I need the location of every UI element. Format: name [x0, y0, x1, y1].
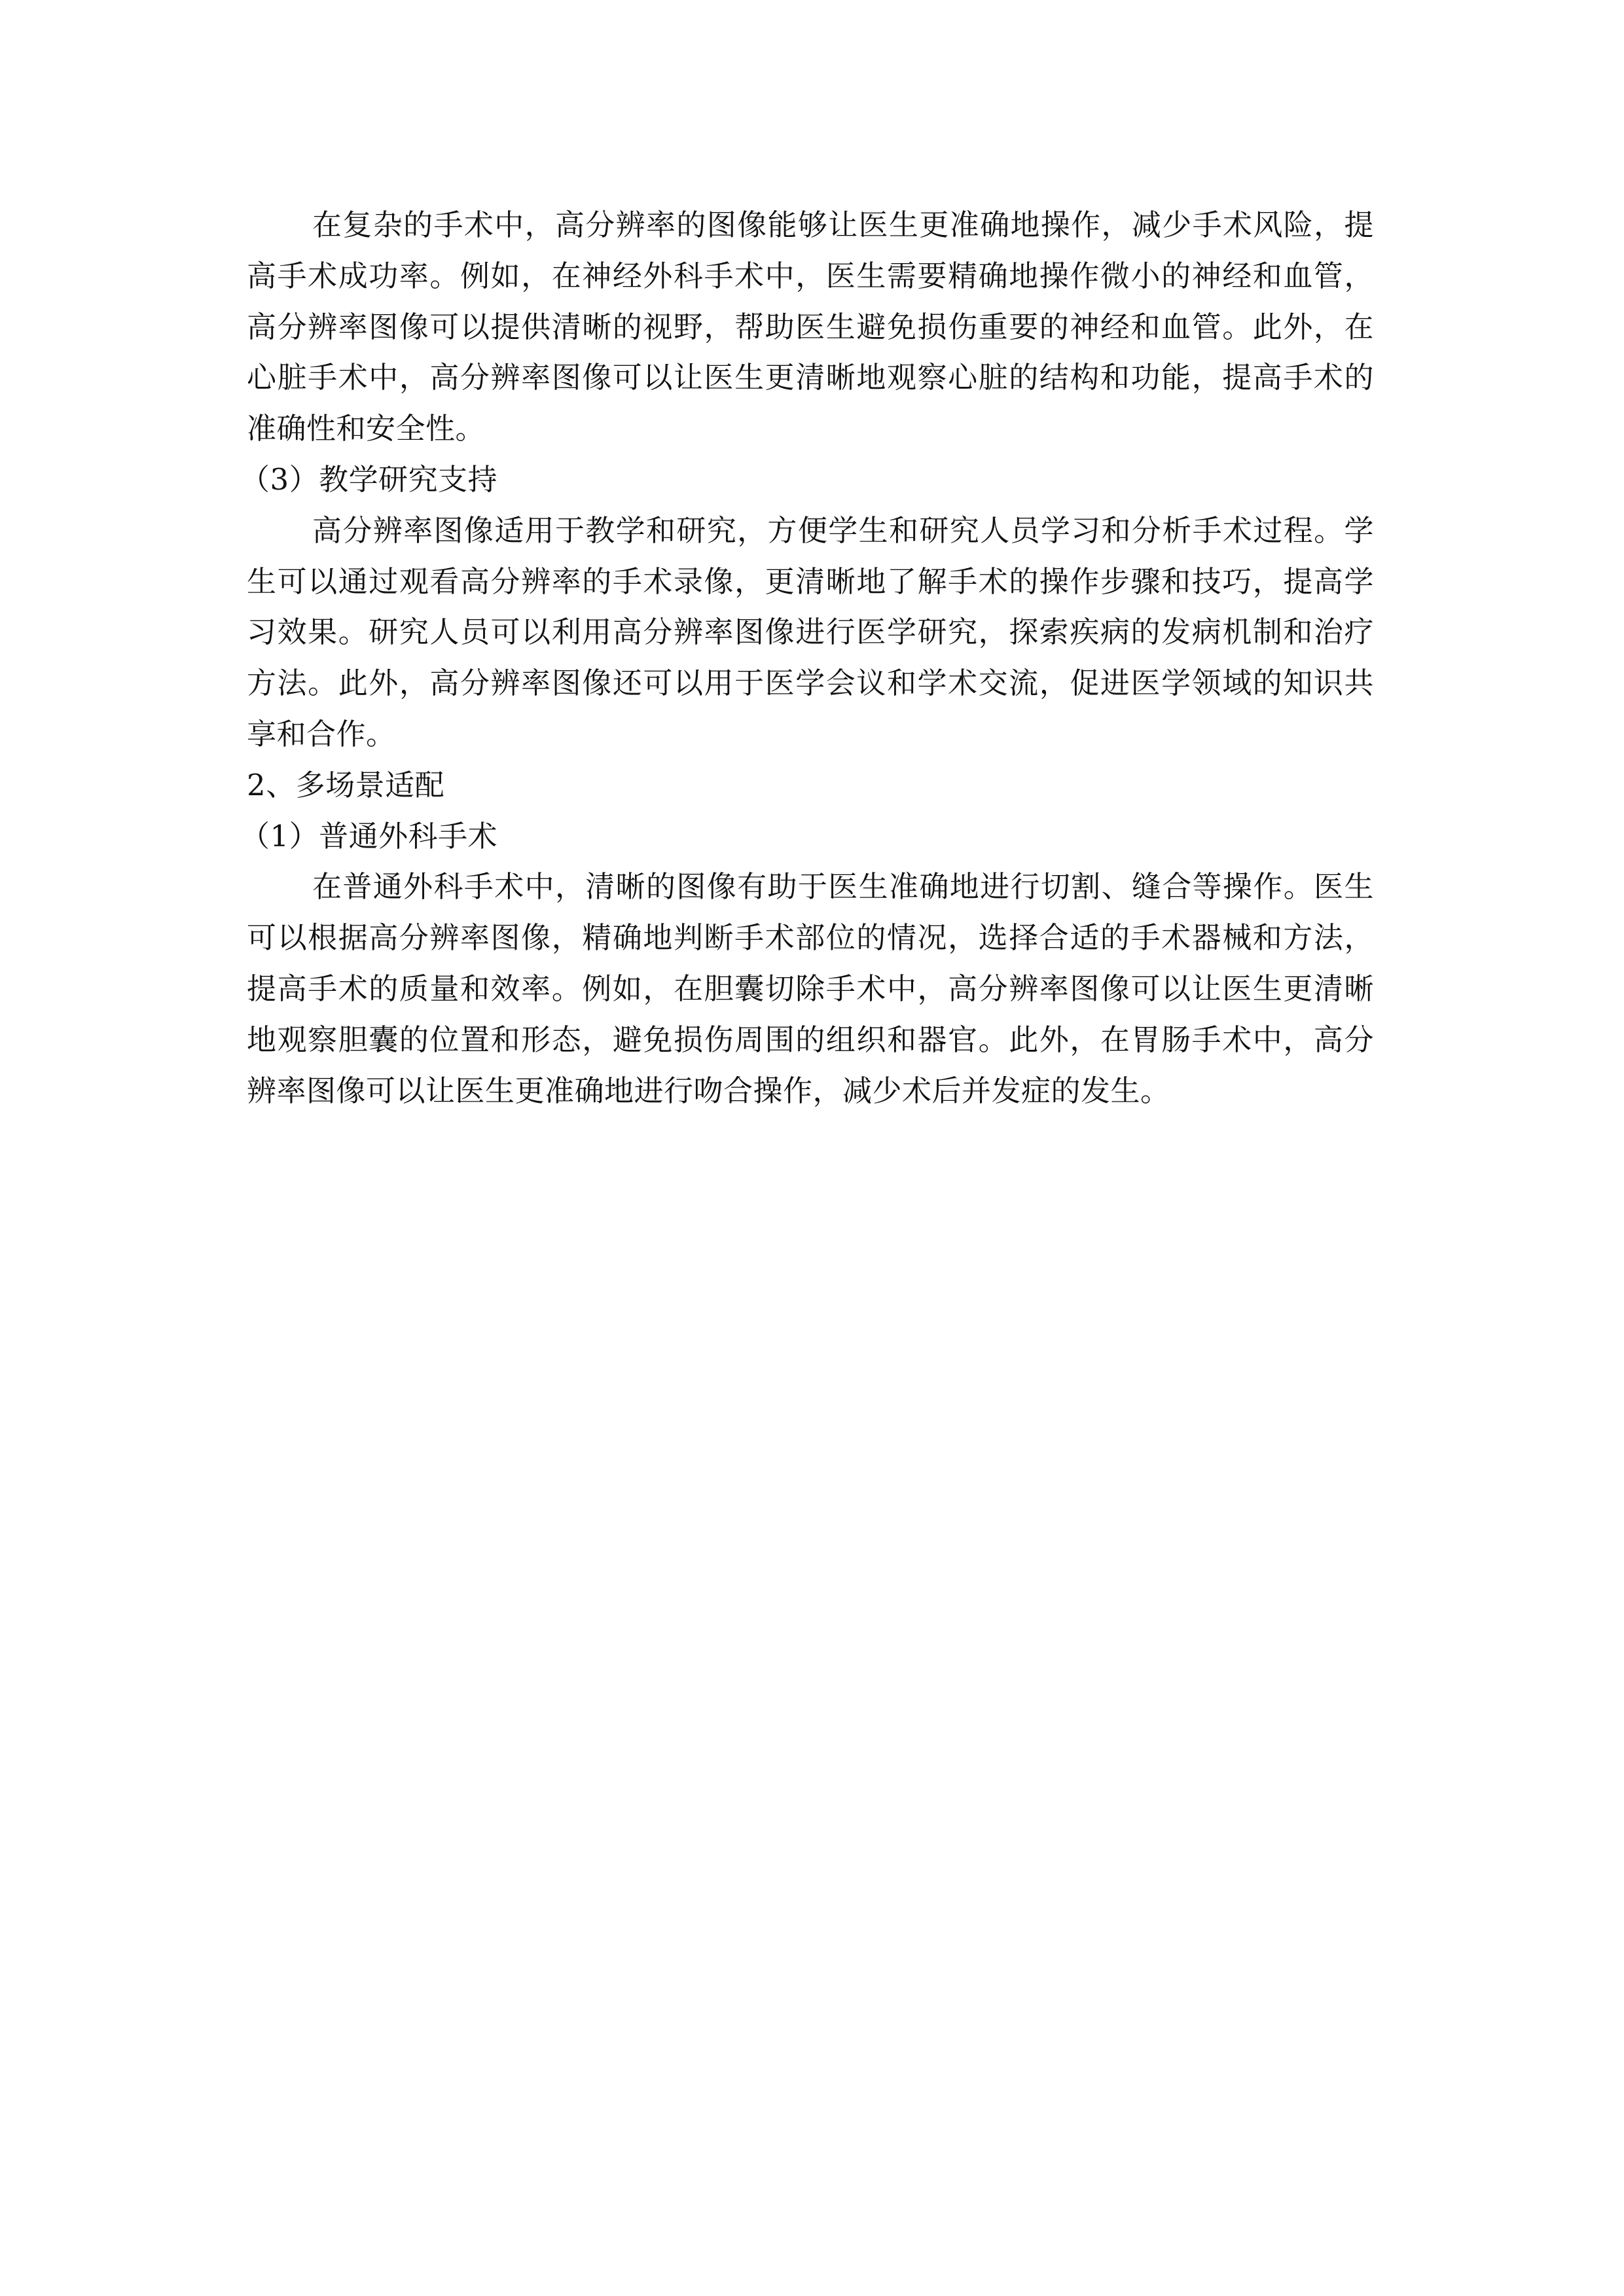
paragraph-general-surgery: 在普通外科手术中，清晰的图像有助于医生准确地进行切割、缝合等操作。医生可以根据高分辨率图像，精确地判断手术部位的情况，选择合适的手术器械和方法，提高手术的质量和效率。例如，在胆囊切除手术中，高分辨率图像可以让医生更清晰地观察胆囊的位置和形态，避免损伤周围的组织和器官。此外，在胃肠手术中，高分辨率图像可以让医生更准确地进行吻合操作，减少术后并发症的发生。 — [247, 869, 1374, 1108]
subheading-teaching-research: （3）教学研究支持 — [240, 461, 498, 497]
document-body — [240, 200, 1374, 1116]
paragraph-teaching-research: 高分辨率图像适用于教学和研究，方便学生和研究人员学习和分析手术过程。学生可以通过观看高分辨率的手术录像，更清晰地了解手术的操作步骤和技巧，提高学习效果。研究人员可以利用高分辨率图像进行医学研究，探索疾病的发病机制和治疗方法。此外，高分辨率图像还可以用于医学会议和学术交流，促进医学领域的知识共享和合作。 — [247, 512, 1374, 751]
subheading-general-surgery: （1）普通外科手术 — [240, 818, 498, 853]
heading-multi-scenario: 2、多场景适配 — [247, 767, 445, 802]
paragraph-surgical-precision: 在复杂的手术中，高分辨率的图像能够让医生更准确地操作，减少手术风险，提高手术成功率。例如，在神经外科手术中，医生需要精确地操作微小的神经和血管，高分辨率图像可以提供清晰的视野，帮助医生避免损伤重要的神经和血管。此外，在心脏手术中，高分辨率图像可以让医生更清晰地观察心脏的结构和功能，提高手术的准确性和安全性。 — [247, 207, 1374, 446]
